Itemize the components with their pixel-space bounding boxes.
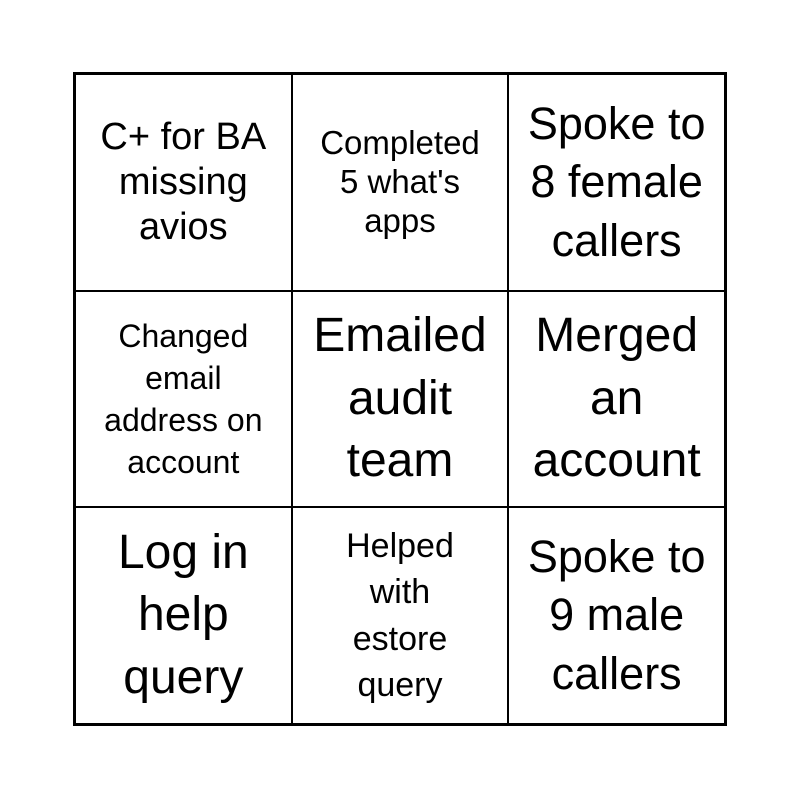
bingo-cell-r1-c2[interactable]: Completed 5 what's apps: [292, 74, 509, 291]
bingo-cell-r1-c1[interactable]: C+ for BA missing avios: [75, 74, 292, 291]
bingo-cell-r3-c2[interactable]: Helped with estore query: [292, 507, 509, 724]
bingo-cell-r2-c3[interactable]: Merged an account: [508, 291, 725, 508]
bingo-cell-r3-c3[interactable]: Spoke to 9 male callers: [508, 507, 725, 724]
bingo-cell-r3-c1[interactable]: Log in help query: [75, 507, 292, 724]
bingo-card: [73, 72, 727, 726]
bingo-cell-r1-c3[interactable]: Spoke to 8 female callers: [508, 74, 725, 291]
bingo-cell-r2-c2[interactable]: Emailed audit team: [292, 291, 509, 508]
bingo-cell-r2-c1[interactable]: Changed email address on account: [75, 291, 292, 508]
